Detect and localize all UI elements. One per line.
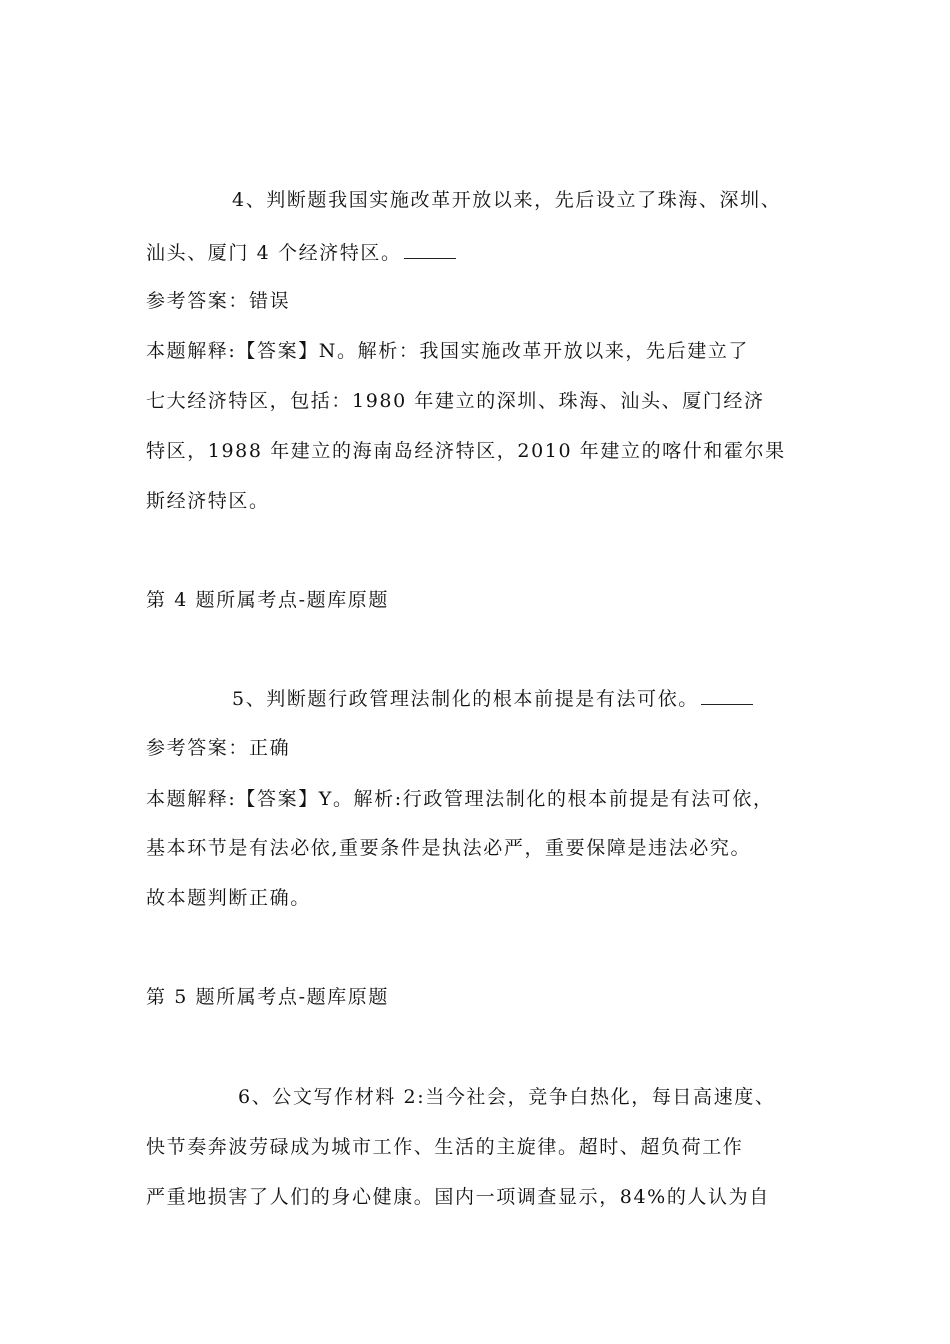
q5-topic: 第 5 题所属考点-题库原题 (146, 986, 389, 1008)
q5-explanation-line-3: 故本题判断正确。 (146, 887, 311, 909)
answer-blank (404, 240, 456, 259)
q4-explanation-line-3: 特区，1988 年建立的海南岛经济特区，2010 年建立的喀什和霍尔果 (146, 440, 786, 462)
q5-answer: 参考答案：正确 (146, 737, 291, 759)
q5-question-line-1 (232, 686, 753, 712)
q4-explanation-line-2: 七大经济特区，包括：1980 年建立的深圳、珠海、汕头、厦门经济 (146, 390, 765, 412)
q6-line-2: 快节奏奔波劳碌成为城市工作、生活的主旋律。超时、超负荷工作 (146, 1136, 744, 1158)
q4-question-line-2 (146, 240, 456, 266)
q4-explanation-line-1: 本题解释:【答案】N。解析：我国实施改革开放以来，先后建立了 (146, 340, 750, 362)
q6-line-1: 6、公文写作材料 2:当今社会，竞争白热化，每日高速度、 (238, 1086, 776, 1108)
q4-question-line-1: 4、判断题我国实施改革开放以来，先后设立了珠海、深圳、 (232, 189, 782, 211)
q6-line-3: 严重地损害了人们的身心健康。国内一项调查显示，84%的人认为自 (146, 1186, 770, 1208)
q4-question-text: 汕头、厦门 4 个经济特区。 (146, 242, 402, 264)
q4-topic: 第 4 题所属考点-题库原题 (146, 589, 389, 611)
q4-answer: 参考答案：错误 (146, 290, 291, 312)
q5-explanation-line-1: 本题解释:【答案】Y。解析:行政管理法制化的根本前提是有法可依， (146, 788, 774, 810)
q5-question-text: 5、判断题行政管理法制化的根本前提是有法可依。 (232, 688, 699, 710)
q4-explanation-line-4: 斯经济特区。 (146, 490, 270, 512)
q5-explanation-line-2: 基本环节是有法必依,重要条件是执法必严，重要保障是违法必究。 (146, 837, 752, 859)
answer-blank (701, 686, 753, 705)
